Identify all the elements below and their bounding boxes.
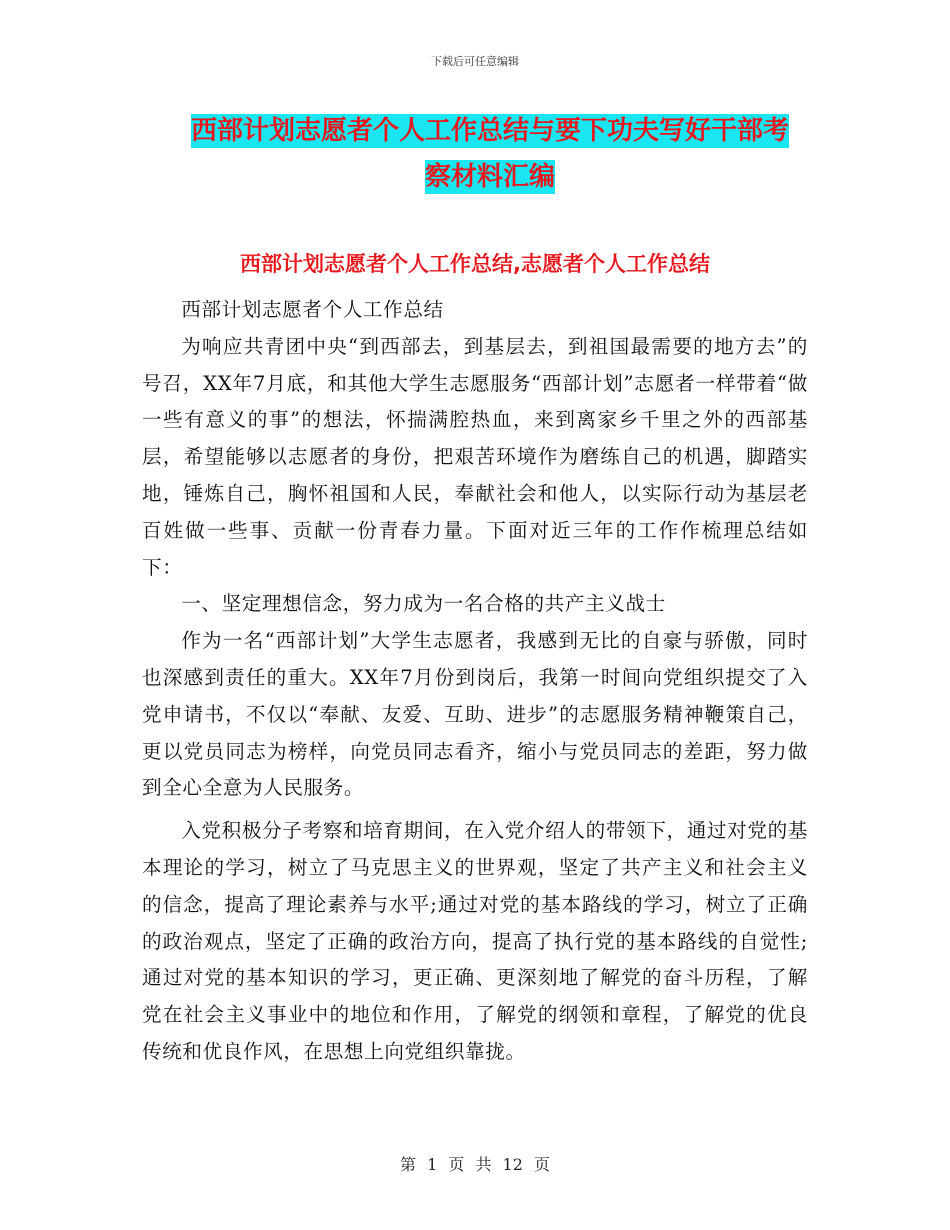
paragraph: 入党积极分子考察和培育期间，在入党介绍人的带领下，通过对党的基本理论的学习，树立了马克思主义的世界观，坚定了共产主义和社会主义的信念，提高了理论素养与水平;通过对党的基本路线的学习，树立了正确的政治观点，坚定了正确的政治方向，提高了执行党的基本路线的自觉性;通过对党的基本知识的学习，更正确、更深刻地了解党的奋斗历程，了解党在社会主义事业中的地位和作用，了解党的纲领和章程，了解党的优良传统和优良作风，在思想上向党组织靠拢。 xyxy=(142,819,808,1063)
title-line-2: 察材料汇编 xyxy=(424,162,555,192)
body-text xyxy=(142,292,808,1071)
section-subtitle: 西部计划志愿者个人工作总结,志愿者个人工作总结 xyxy=(240,252,710,276)
document-title xyxy=(170,108,810,200)
section-heading: 一、坚定理想信念，努力成为一名合格的共产主义战士 xyxy=(181,592,666,616)
paragraph-heading: 西部计划志愿者个人工作总结 xyxy=(181,298,444,321)
title-line-1: 西部计划志愿者个人工作总结与要下功夫写好干部考 xyxy=(190,116,789,146)
header-note: 下载后可任意编辑 xyxy=(431,55,519,68)
page-footer: 第 1 页 共 12 页 xyxy=(400,1155,550,1174)
paragraph: 作为一名“西部计划”大学生志愿者，我感到无比的自豪与骄傲，同时也深感到责任的重大。XX年7月份到岗后，我第一时间向党组织提交了入党申请书，不仅以“奉献、友爱、互助、进步”的志愿服务精神鞭策自己，更以党员同志为榜样，向党员同志看齐，缩小与党员同志的差距，努力做到全心全意为人民服务。 xyxy=(142,629,808,800)
paragraph: 为响应共青团中央“到西部去，到基层去，到祖国最需要的地方去”的号召，XX年7月底，和其他大学生志愿服务“西部计划”志愿者一样带着“做一些有意义的事”的想法，怀揣满腔热血，来到离家乡千里之外的西部基层，希望能够以志愿者的身份，把艰苦环境作为磨练自己的机遇，脚踏实地，锤炼自己，胸怀祖国和人民，奉献社会和他人，以实际行动为基层老百姓做一些事、贡献一份青春力量。下面对近三年的工作作梳理总结如下： xyxy=(142,334,808,579)
